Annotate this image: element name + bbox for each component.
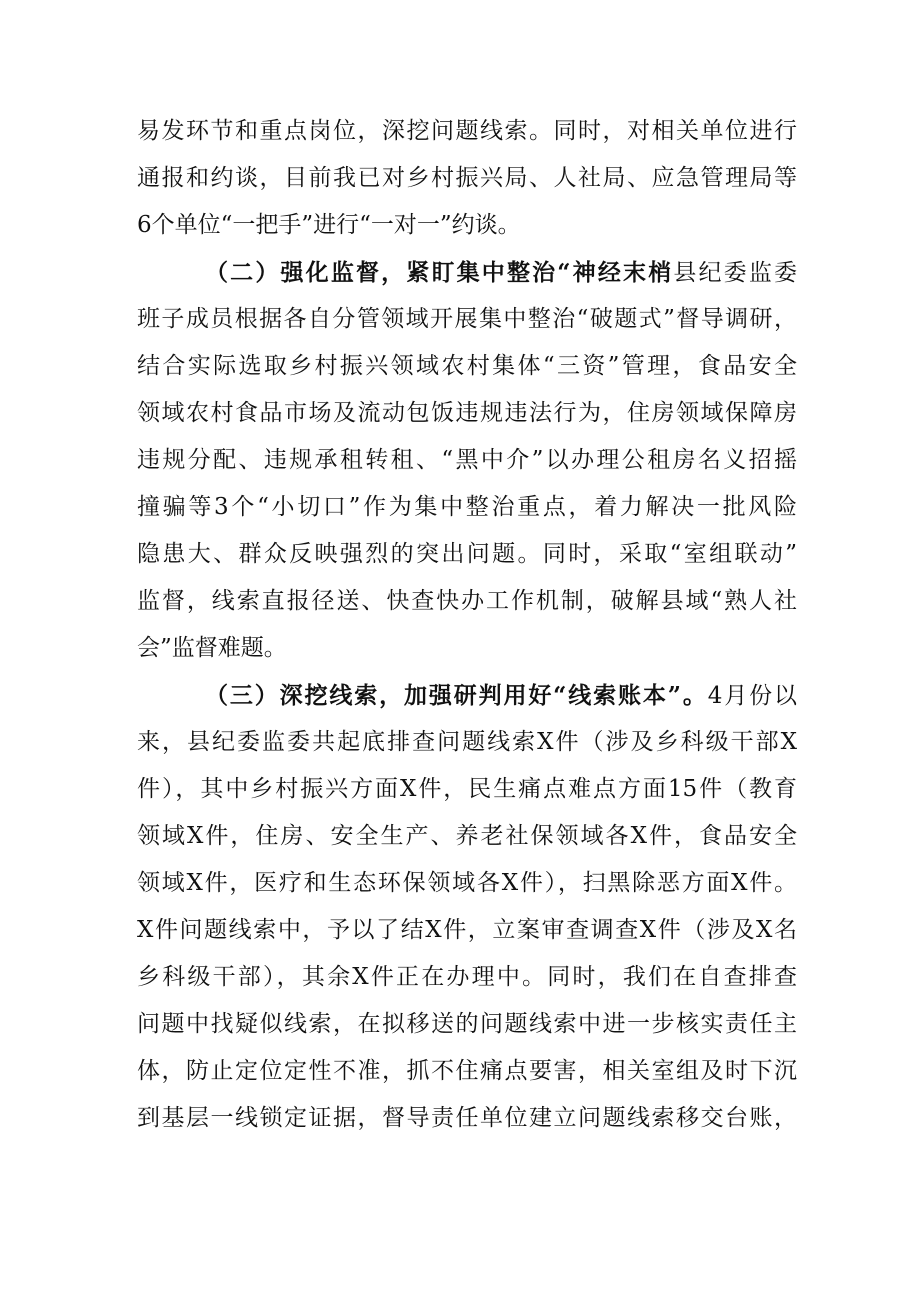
text-line: 件），其中乡村振兴方面X件，民生痛点难点方面15件（教育 — [137, 776, 797, 802]
text-run: 县纪委监委 — [673, 260, 797, 286]
text-line: 领域农村食品市场及流动包饭违规违法行为，住房领域保障房 — [137, 400, 797, 426]
text-run: 4月份以 — [707, 683, 797, 709]
section-heading-line — [137, 249, 797, 296]
text-line: 结合实际选取乡村振兴领域农村集体“三资”管理，食品安全 — [137, 353, 797, 379]
text-line: 体，防止定位定性不准，抓不住痛点要害，相关室组及时下沉 — [137, 1058, 797, 1084]
text-line: 会”监督难题。 — [137, 635, 287, 661]
text-line: 违规分配、违规承租转租、“黑中介”以办理公租房名义招摇 — [137, 447, 797, 473]
text-line: 监督，线索直报径送、快查快办工作机制，破解县域“熟人社 — [137, 588, 797, 614]
text-line: 班子成员根据各自分管领域开展集中整治“破题式”督导调研， — [137, 306, 797, 332]
text-line: 领域X件，医疗和生态环保领域各X件），扫黑除恶方面X件。 — [137, 870, 797, 896]
section-heading-3: （三）深挖线索，加强研判用好“线索账本”。 — [205, 682, 708, 709]
text-line: 乡科级干部），其余X件正在办理中。同时，我们在自查排查 — [137, 964, 797, 990]
text-line: 隐患大、群众反映强烈的突出问题。同时，采取“室组联动” — [137, 541, 797, 567]
text-line: 6个单位“一把手”进行“一对一”约谈。 — [137, 212, 521, 238]
text-line: 撞骗等3个“小切口”作为集中整治重点，着力解决一批风险 — [137, 494, 797, 520]
text-line: 来，县纪委监委共起底排查问题线索X件（涉及乡科级干部X — [137, 729, 797, 755]
document-body — [137, 108, 797, 1142]
section-heading-2: （二）强化监督，紧盯集中整治“神经末梢 — [205, 259, 674, 286]
text-line: 易发环节和重点岗位，深挖问题线索。同时，对相关单位进行 — [137, 118, 797, 144]
text-line: 到基层一线锁定证据，督导责任单位建立问题线索移交台账， — [137, 1105, 797, 1131]
text-line: X件问题线索中，予以了结X件，立案审查调查X件（涉及X名 — [137, 917, 797, 943]
text-line: 通报和约谈，目前我已对乡村振兴局、人社局、应急管理局等 — [137, 165, 797, 191]
section-heading-line — [137, 672, 797, 719]
text-line: 领域X件，住房、安全生产、养老社保领域各X件，食品安全 — [137, 823, 797, 849]
text-line: 问题中找疑似线索，在拟移送的问题线索中进一步核实责任主 — [137, 1011, 797, 1037]
